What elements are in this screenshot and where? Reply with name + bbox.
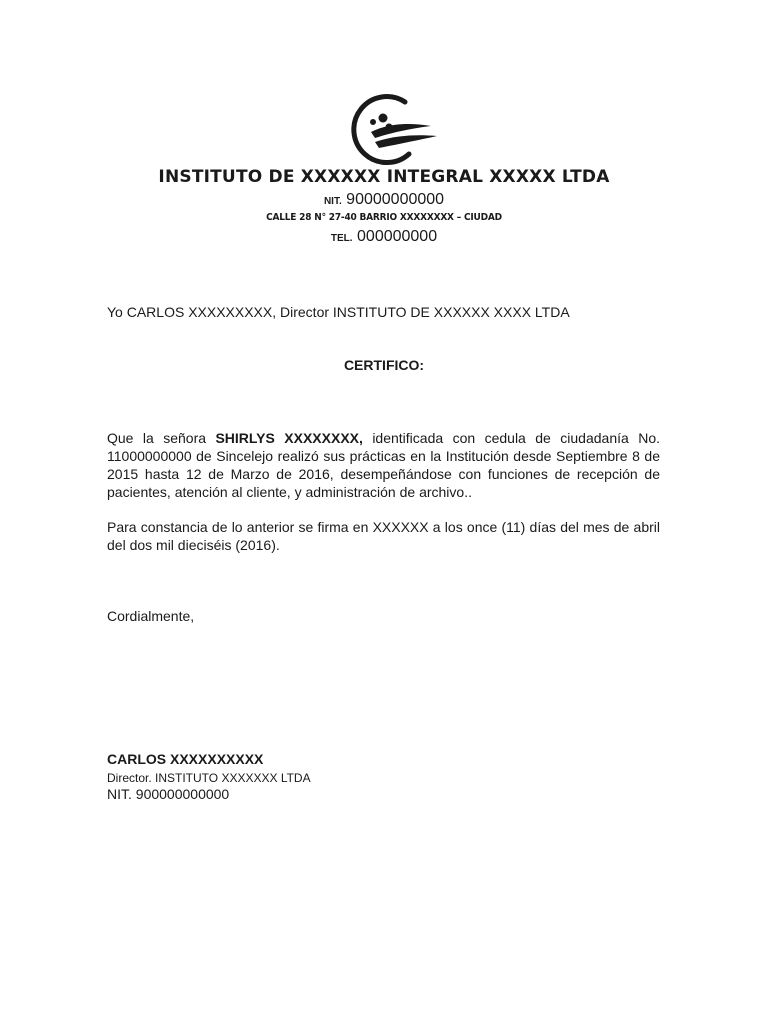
- body1-after: identificada con cedula de ciudadanía No. 11000000000 de Sincelejo realizó sus prácticas en la Institución desde Septiembre 8 de 2015 hasta 12 de Marzo de 2016, desempeñándose con funciones de recepción de pacientes, atención al cliente, y administración de archivo..: [107, 430, 660, 500]
- signatory-title: Director. INSTITUTO XXXXXXX LTDA: [107, 771, 311, 785]
- institution-nit: [0, 191, 768, 209]
- institution-logo-icon: [345, 92, 441, 168]
- signatory-name: CARLOS XXXXXXXXXX: [107, 751, 264, 767]
- institution-name: INSTITUTO DE XXXXXX INTEGRAL XXXXX LTDA: [158, 167, 610, 187]
- institution-address: CALLE 28 N° 27-40 BARRIO XXXXXXXX – CIUDAD: [266, 212, 502, 223]
- body-paragraph-2: Para constancia de lo anterior se firma en XXXXXX a los once (11) días del mes de abril del dos mil dieciséis (2016).: [107, 519, 660, 553]
- body-paragraph-1: [107, 429, 660, 501]
- student-name: SHIRLYS XXXXXXXX,: [215, 430, 363, 446]
- certifico-heading: CERTIFICO:: [343, 357, 425, 373]
- body1-before: Que la señora: [107, 430, 216, 446]
- tel-value: 000000000: [357, 228, 438, 245]
- nit-value: 90000000000: [346, 191, 445, 208]
- intro-paragraph: Yo CARLOS XXXXXXXXX, Director INSTITUTO DE XXXXXX XXXX LTDA: [107, 304, 570, 320]
- tel-label: TEL.: [330, 233, 353, 244]
- signatory-nit: NIT. 900000000000: [107, 786, 230, 802]
- nit-label: NIT.: [323, 196, 342, 207]
- institution-phone: [0, 228, 768, 246]
- closing-text: Cordialmente,: [107, 608, 195, 624]
